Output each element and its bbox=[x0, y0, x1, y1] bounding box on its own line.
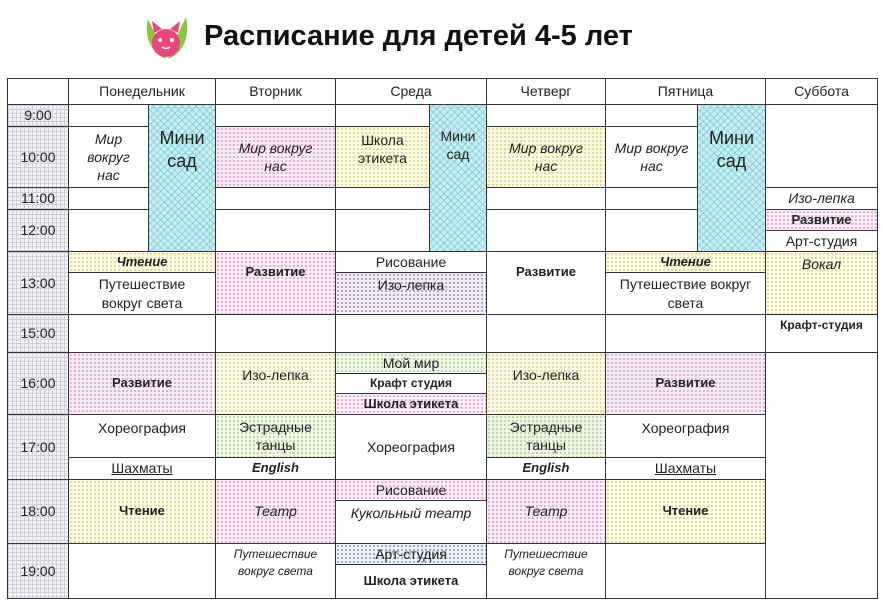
activity-mon-chtenie-2: Чтение bbox=[68, 479, 216, 544]
time-label: 17:00 bbox=[7, 414, 69, 480]
activity-fri-razvitie: Развитие bbox=[605, 352, 766, 415]
activity-wed-horeografiya: Хореография bbox=[335, 414, 487, 480]
empty-slot bbox=[215, 209, 336, 252]
activity-fri-horeografiya: Хореография bbox=[605, 414, 766, 458]
activity-tue-english: English bbox=[215, 457, 336, 480]
activity-thu-puteshestvie: Путешествие вокруг света bbox=[486, 543, 606, 599]
empty-slot bbox=[68, 209, 149, 252]
activity-thu-mir: Мир вокруг нас bbox=[486, 126, 606, 188]
activity-fri-puteshestvie: Путешествие вокруг света bbox=[605, 272, 766, 315]
empty-slot bbox=[765, 104, 878, 188]
empty-slot bbox=[215, 104, 336, 127]
activity-thu-izo: Изо-лепка bbox=[486, 352, 606, 415]
activity-mon-razvitie: Развитие bbox=[68, 352, 216, 415]
activity-sat-kraft: Крафт-студия bbox=[765, 314, 878, 353]
activity-wed-risovanie: Рисование bbox=[335, 251, 487, 273]
day-header-wed: Среда bbox=[335, 78, 487, 105]
empty-slot bbox=[335, 209, 430, 252]
activity-thu-english: English bbox=[486, 457, 606, 480]
activity-mon-horeografiya: Хореография bbox=[68, 414, 216, 458]
day-header-tue: Вторник bbox=[215, 78, 336, 105]
empty-slot bbox=[486, 209, 606, 252]
time-label: 10:00 bbox=[7, 126, 69, 188]
activity-wed-minisad: Мини сад bbox=[429, 104, 487, 252]
time-label: 16:00 bbox=[7, 352, 69, 415]
time-label: 15:00 bbox=[7, 314, 69, 353]
empty-slot bbox=[605, 209, 698, 252]
time-label: 18:00 bbox=[7, 479, 69, 544]
activity-wed-kukolny: Кукольный театр bbox=[335, 500, 487, 544]
activity-wed-kraft: Крафт студия bbox=[335, 373, 487, 394]
activity-fri-chtenie: Чтение bbox=[605, 251, 766, 273]
activity-tue-estrada: Эстрадные танцы bbox=[215, 414, 336, 458]
empty-slot bbox=[335, 314, 487, 353]
activity-wed-risovanie-2: Рисование bbox=[335, 479, 487, 501]
day-header-sat: Суббота bbox=[765, 78, 878, 105]
activity-wed-etiket-3: Школа этикета bbox=[335, 564, 487, 599]
activity-wed-izo: Изо-лепка bbox=[335, 272, 487, 315]
activity-sat-razvitie: Развитие bbox=[765, 209, 878, 231]
day-header-thu: Четверг bbox=[486, 78, 606, 105]
activity-mon-puteshestvie: Путешествие вокруг света bbox=[68, 272, 216, 315]
activity-tue-mir: Мир вокруг нас bbox=[215, 126, 336, 188]
empty-slot bbox=[68, 543, 216, 599]
empty-slot bbox=[605, 104, 698, 127]
empty-slot bbox=[605, 314, 766, 353]
empty-slot bbox=[486, 187, 606, 210]
empty-slot bbox=[486, 314, 606, 353]
page-title: Расписание для детей 4-5 лет bbox=[204, 20, 633, 52]
activity-wed-moy-mir: Мой мир bbox=[335, 352, 487, 374]
activity-sat-vokal: Вокал bbox=[765, 251, 878, 315]
activity-tue-izo: Изо-лепка bbox=[215, 352, 336, 415]
activity-fri-minisad: Мини сад bbox=[697, 104, 766, 252]
empty-slot bbox=[68, 187, 149, 210]
time-label: 11:00 bbox=[7, 187, 69, 210]
empty-slot bbox=[68, 104, 149, 127]
empty-slot bbox=[215, 187, 336, 210]
time-label: 12:00 bbox=[7, 209, 69, 252]
activity-wed-etiket-2: Школа этикета bbox=[335, 393, 487, 415]
activity-mon-shahmaty: Шахматы bbox=[68, 457, 216, 480]
time-label: 9:00 bbox=[7, 104, 69, 127]
empty-slot bbox=[215, 314, 336, 353]
empty-slot bbox=[335, 104, 430, 127]
pink-cat-leaf-logo bbox=[140, 13, 192, 65]
day-header-mon: Понедельник bbox=[68, 78, 216, 105]
activity-mon-mir: Мир вокруг нас bbox=[68, 126, 149, 188]
empty-slot bbox=[765, 352, 878, 599]
activity-tue-puteshestvie: Путешествие вокруг света bbox=[215, 543, 336, 599]
empty-slot bbox=[335, 187, 430, 210]
empty-slot bbox=[68, 314, 216, 353]
activity-mon-minisad: Мини сад bbox=[148, 104, 216, 252]
activity-tue-teatr: Театр bbox=[215, 479, 336, 544]
activity-wed-art: Арт-студия bbox=[335, 543, 487, 565]
empty-slot bbox=[605, 543, 766, 599]
activity-tue-razvitie: Развитие bbox=[215, 251, 336, 315]
empty-slot bbox=[605, 187, 698, 210]
activity-fri-chtenie-2: Чтение bbox=[605, 479, 766, 544]
activity-thu-razvitie: Развитие bbox=[486, 251, 606, 315]
corner-cell bbox=[7, 78, 69, 105]
time-label: 13:00 bbox=[7, 251, 69, 315]
activity-sat-izo: Изо-лепка bbox=[765, 187, 878, 210]
activity-wed-etiket: Школа этикета bbox=[335, 126, 430, 188]
empty-slot bbox=[486, 104, 606, 127]
activity-mon-chtenie: Чтение bbox=[68, 251, 216, 273]
time-label: 19:00 bbox=[7, 543, 69, 599]
activity-thu-estrada: Эстрадные танцы bbox=[486, 414, 606, 458]
activity-fri-shahmaty: Шахматы bbox=[605, 457, 766, 480]
activity-fri-mir: Мир вокруг нас bbox=[605, 126, 698, 188]
day-header-fri: Пятница bbox=[605, 78, 766, 105]
activity-sat-art: Арт-студия bbox=[765, 230, 878, 252]
activity-thu-teatr: Театр bbox=[486, 479, 606, 544]
